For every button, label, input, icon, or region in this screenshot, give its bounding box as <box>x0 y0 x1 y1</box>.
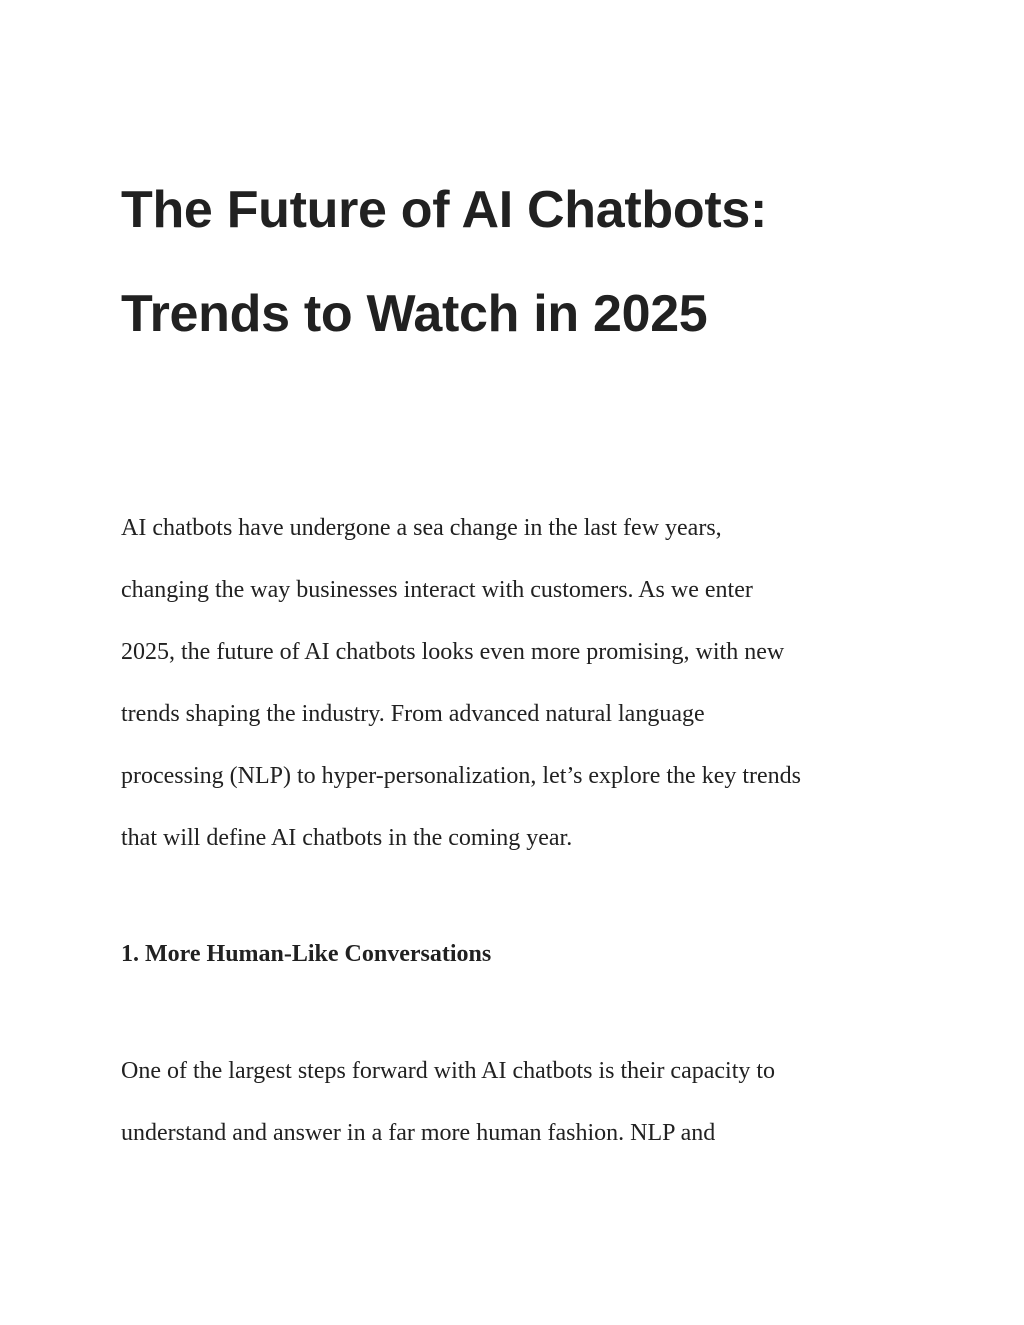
intro-line: changing the way businesses interact with customers. As we enter <box>121 577 753 603</box>
article-title-line: Trends to Watch in 2025 <box>121 285 708 343</box>
intro-line: trends shaping the industry. From advanced natural language <box>121 701 705 727</box>
intro-line: AI chatbots have undergone a sea change in the last few years, <box>121 515 722 541</box>
article-title <box>121 158 941 366</box>
article-title-line: The Future of AI Chatbots: <box>121 181 767 239</box>
section-paragraph <box>121 1040 921 1164</box>
intro-line: 2025, the future of AI chatbots looks even more promising, with new <box>121 639 785 665</box>
section-line: understand and answer in a far more human fashion. NLP and <box>121 1120 716 1146</box>
intro-line: that will define AI chatbots in the coming year. <box>121 825 573 851</box>
intro-line: processing (NLP) to hyper-personalization, let’s explore the key trends <box>121 763 801 789</box>
section-heading: 1. More Human-Like Conversations <box>121 941 492 967</box>
section-line: One of the largest steps forward with AI chatbots is their capacity to <box>121 1058 776 1084</box>
intro-paragraph <box>121 497 921 869</box>
